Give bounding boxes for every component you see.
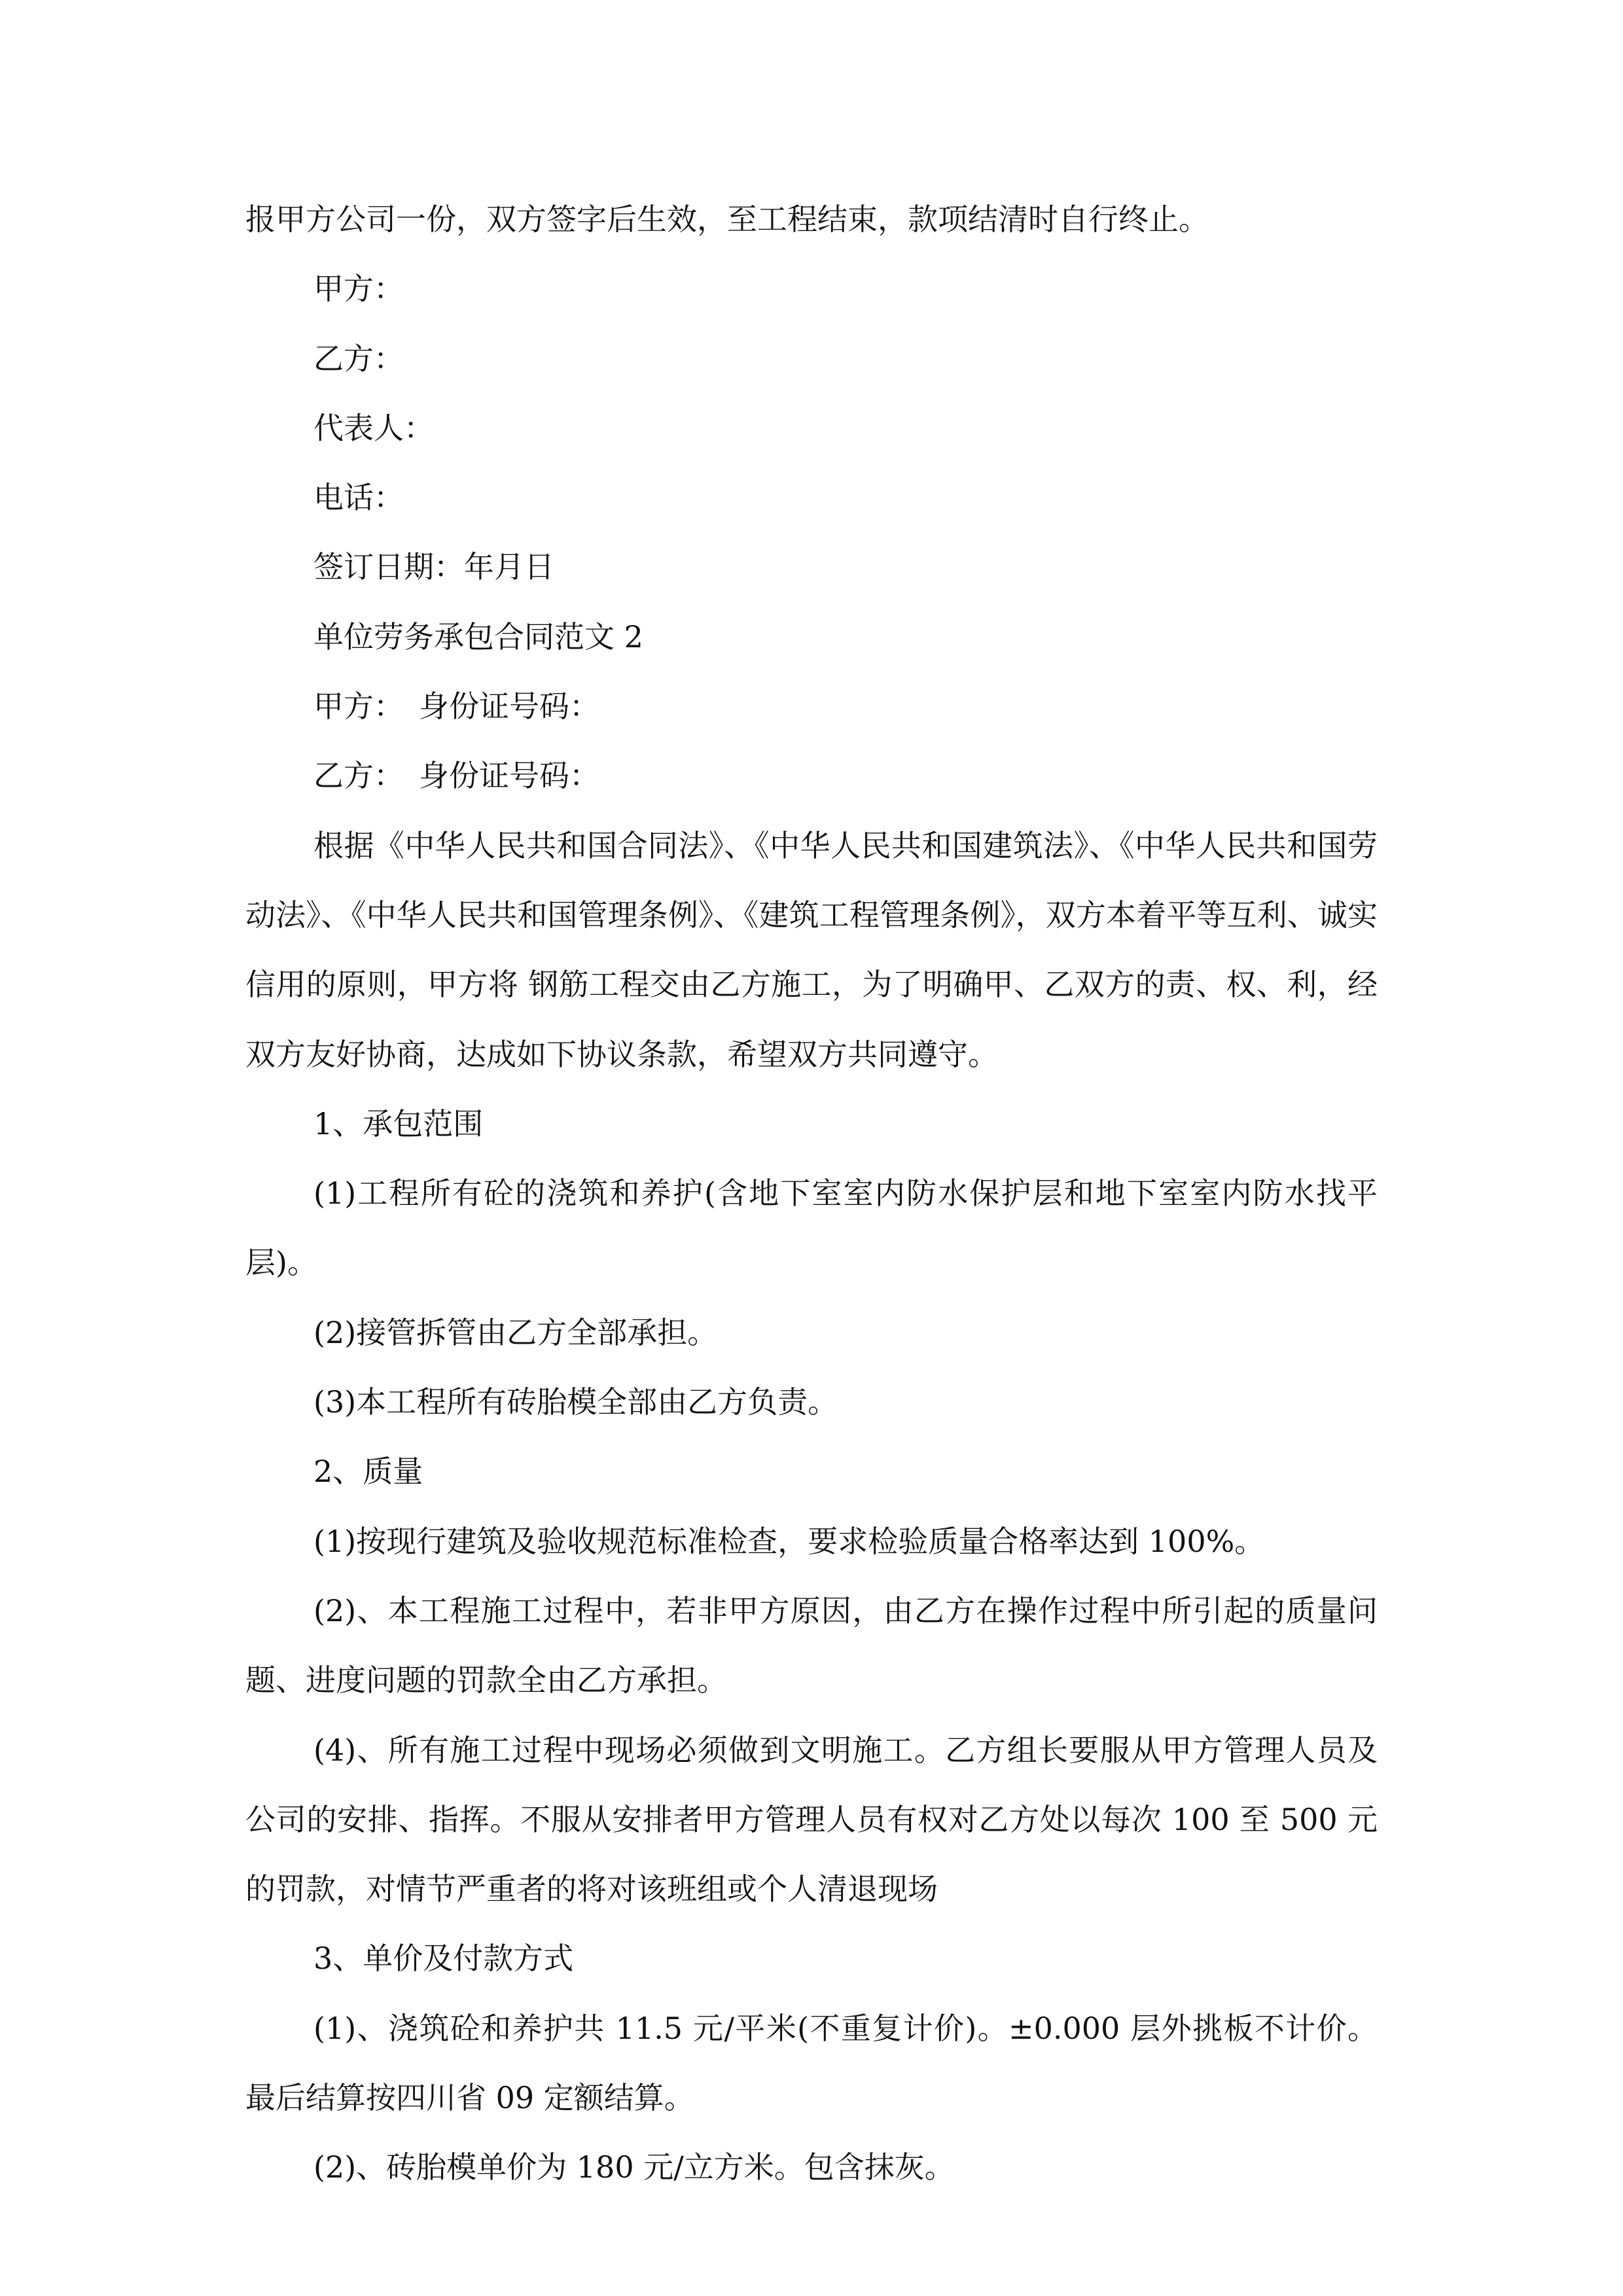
section-heading-pricing: 3、单价及付款方式 — [313, 1941, 574, 1977]
party-b-id-line: 乙方： 身份证号码： — [313, 758, 599, 794]
pricing-item-1: (1)、浇筑砼和养护共 11.5 元/平米(不重复计价)。±0.000 层外挑板不计价。最后结算按四川省 09 定额结算。 — [245, 2010, 1378, 2116]
signing-date-line: 签订日期：年月日 — [313, 549, 554, 585]
preamble-paragraph: 根据《中华人民共和国合同法》、《中华人民共和国建筑法》、《中华人民共和国劳动法》、《中华人民共和国管理条例》、《建筑工程管理条例》，双方本着平等互利、诚实信用的原则，甲方将 钢筋工程交由乙方施工，为了明确甲、乙双方的责、权、利，经双方友好协商，达成如下协议条款，希望双方共同遵守。 — [245, 827, 1378, 1072]
paragraph-termination: 报甲方公司一份，双方签字后生效，至工程结束，款项结清时自行终止。 — [245, 202, 1209, 237]
document-body — [245, 185, 1378, 2202]
quality-item-1: (1)按现行建筑及验收规范标准检查，要求检验质量合格率达到 100%。 — [313, 1523, 1265, 1559]
pricing-item-2: (2)、砖胎模单价为 180 元/立方米。包含抹灰。 — [313, 2149, 955, 2185]
scope-item-3: (3)本工程所有砖胎模全部由乙方负责。 — [313, 1384, 838, 1420]
document-subtitle: 单位劳务承包合同范文 2 — [313, 619, 643, 655]
scope-item-1: (1)工程所有砼的浇筑和养护(含地下室室内防水保护层和地下室室内防水找平层)。 — [245, 1175, 1378, 1281]
section-heading-quality: 2、质量 — [313, 1454, 423, 1490]
party-b-line: 乙方： — [313, 340, 404, 376]
quality-item-2: (2)、本工程施工过程中，若非甲方原因，由乙方在操作过程中所引起的质量问题、进度问题的罚款全由乙方承担。 — [245, 1592, 1378, 1698]
scope-item-2: (2)接管拆管由乙方全部承担。 — [313, 1314, 718, 1350]
party-a-id-line: 甲方： 身份证号码： — [313, 689, 599, 725]
quality-item-4: (4)、所有施工过程中现场必须做到文明施工。乙方组长要服从甲方管理人员及公司的安排、指挥。不服从安排者甲方管理人员有权对乙方处以每次 100 至 500 元的罚款，对情节严重者的将对该班组或个人清退现场 — [245, 1732, 1378, 1907]
party-a-line: 甲方： — [313, 271, 404, 307]
representative-line: 代表人： — [313, 410, 434, 446]
phone-line: 电话： — [313, 480, 404, 516]
section-heading-scope: 1、承包范围 — [313, 1105, 484, 1141]
